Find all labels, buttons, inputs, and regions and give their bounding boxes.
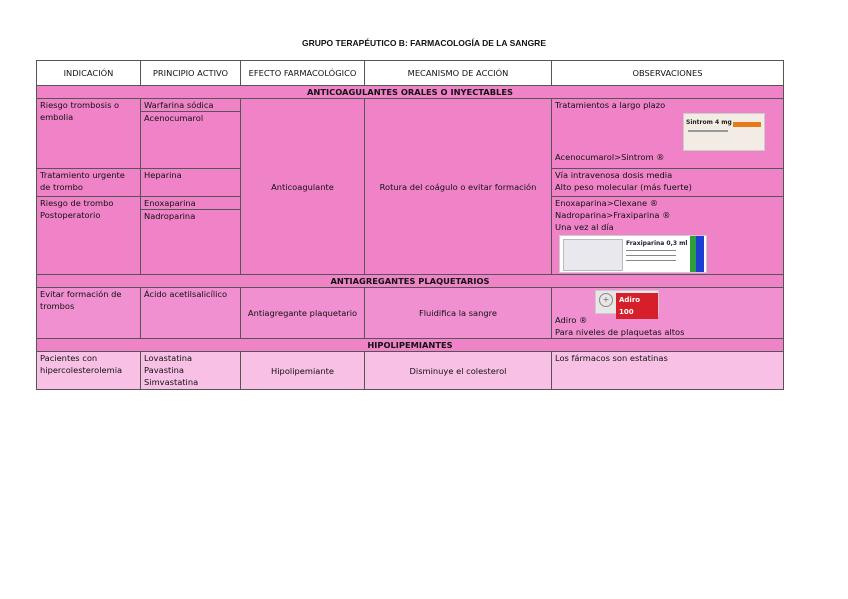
section-heading: ANTIAGREGANTES PLAQUETARIOS (37, 275, 784, 288)
fraxiparina-image-label: Fraxiparina 0,3 ml (626, 240, 688, 247)
pharmacology-table (36, 60, 784, 390)
active-item: Nadroparina (144, 211, 196, 221)
observations-cell (552, 197, 784, 275)
section-hipolipemiantes (37, 339, 784, 352)
observation-text: Para niveles de plaquetas altos (555, 327, 685, 337)
indication-cell (37, 197, 141, 275)
indication-cell: Evitar formación de trombos (37, 288, 141, 339)
adiro-box-image (595, 290, 659, 314)
header-observaciones: OBSERVACIONES (552, 61, 784, 86)
table-row (37, 352, 784, 390)
effect-cell: Antiagregante plaquetario (241, 288, 365, 339)
active-item: Enoxaparina (141, 197, 240, 210)
sintrom-image-label: Sintrom 4 mg (686, 119, 732, 126)
header-row (37, 61, 784, 86)
mechanism-cell: Rotura del coágulo o evitar formación (365, 99, 552, 275)
active-item: Simvastatina (144, 377, 199, 387)
document-title: GRUPO TERAPÉUTICO B: FARMACOLOGÍA DE LA SANGRE (302, 38, 546, 48)
header-principio-activo: PRINCIPIO ACTIVO (141, 61, 241, 86)
observation-text: Enoxaparina>Clexane ® (555, 198, 659, 208)
adiro-image-label: Adiro 100 (616, 293, 658, 319)
fraxiparina-box-image (559, 235, 707, 273)
observation-text: Acenocumarol>Sintrom ® (555, 152, 665, 162)
table-row (37, 288, 784, 339)
header-efecto: EFECTO FARMACOLÓGICO (241, 61, 365, 86)
indication-item: Riesgo de trombo (40, 198, 114, 208)
section-antiagregantes (37, 275, 784, 288)
observations-cell: Los fármacos son estatinas (552, 352, 784, 390)
cross-icon: + (599, 293, 613, 307)
active-cell: Heparina (141, 169, 241, 197)
indication-cell: Riesgo trombosis o embolia (37, 99, 141, 169)
section-anticoagulantes (37, 86, 784, 99)
active-cell: Ácido acetilsalicílico (141, 288, 241, 339)
indication-cell: Tratamiento urgente de trombo (37, 169, 141, 197)
observation-text: Vía intravenosa dosis media (555, 170, 673, 180)
active-item: Acenocumarol (144, 113, 204, 123)
observation-text: Nadroparina>Fraxiparina ® (555, 210, 671, 220)
table-row (37, 99, 784, 169)
active-cell (141, 352, 241, 390)
effect-cell: Anticoagulante (241, 99, 365, 275)
observation-text: Alto peso molecular (más fuerte) (555, 182, 692, 192)
mechanism-cell: Disminuye el colesterol (365, 352, 552, 390)
mechanism-cell: Fluidifica la sangre (365, 288, 552, 339)
observations-cell (552, 169, 784, 197)
active-cell (141, 99, 241, 169)
observations-cell (552, 288, 784, 339)
sintrom-box-image (683, 113, 765, 151)
observation-text: Adiro ® (555, 315, 588, 325)
section-heading: ANTICOAGULANTES ORALES O INYECTABLES (37, 86, 784, 99)
observations-cell (552, 99, 784, 169)
active-item: Lovastatina (144, 353, 193, 363)
section-heading: HIPOLIPEMIANTES (37, 339, 784, 352)
active-item: Pavastina (144, 365, 184, 375)
effect-cell: Hipolipemiante (241, 352, 365, 390)
header-mecanismo: MECANISMO DE ACCIÓN (365, 61, 552, 86)
observation-text: Una vez al día (555, 222, 614, 232)
indication-cell: Pacientes con hipercolesterolemia (37, 352, 141, 390)
observation-text: Tratamientos a largo plazo (555, 100, 666, 110)
indication-item: Postoperatorio (40, 210, 101, 220)
active-item: Warfarina sódica (141, 99, 240, 112)
header-indicacion: INDICACIÓN (37, 61, 141, 86)
active-cell (141, 197, 241, 275)
